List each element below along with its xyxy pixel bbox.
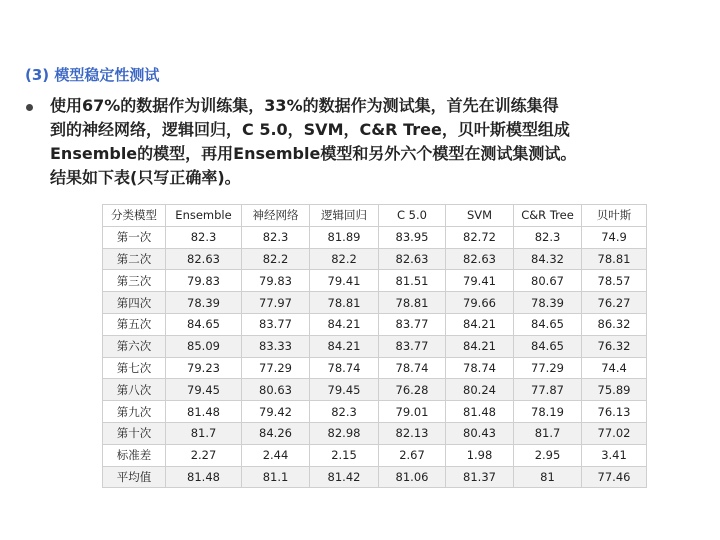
table-row — [103, 313, 647, 335]
table-cell: 82.3 — [514, 226, 582, 248]
table-cell: 76.27 — [582, 292, 647, 314]
table-cell: 80.43 — [446, 422, 514, 444]
row-label-cell: 第六次 — [103, 335, 166, 357]
table-cell: 81.42 — [310, 466, 379, 488]
table-cell: 77.29 — [242, 357, 310, 379]
table-cell: 80.24 — [446, 379, 514, 401]
table-cell: 82.63 — [446, 248, 514, 270]
table-cell: 81.06 — [379, 466, 446, 488]
table-cell: 74.9 — [582, 226, 647, 248]
table-cell: 77.97 — [242, 292, 310, 314]
row-label-cell: 第二次 — [103, 248, 166, 270]
table-cell: 77.29 — [514, 357, 582, 379]
table-cell: 81.7 — [166, 422, 242, 444]
row-label-cell: 第七次 — [103, 357, 166, 379]
table-cell: 78.39 — [166, 292, 242, 314]
table-row — [103, 270, 647, 292]
table-cell: 81 — [514, 466, 582, 488]
table-cell: 83.95 — [379, 226, 446, 248]
table-cell: 1.98 — [446, 444, 514, 466]
table-cell: 82.63 — [379, 248, 446, 270]
row-label-cell: 平均值 — [103, 466, 166, 488]
table-cell: 77.02 — [582, 422, 647, 444]
table-cell: 81.7 — [514, 422, 582, 444]
table-row — [103, 401, 647, 423]
table-cell: 82.98 — [310, 422, 379, 444]
table-cell: 86.32 — [582, 313, 647, 335]
table-cell: 79.41 — [310, 270, 379, 292]
table-cell: 82.3 — [242, 226, 310, 248]
results-table — [102, 204, 647, 488]
table-row — [103, 335, 647, 357]
table-cell: 83.77 — [242, 313, 310, 335]
table-cell: 81.51 — [379, 270, 446, 292]
table-cell: 78.57 — [582, 270, 647, 292]
row-label-cell: 第一次 — [103, 226, 166, 248]
row-label-cell: 第四次 — [103, 292, 166, 314]
table-cell: 81.48 — [166, 401, 242, 423]
table-row — [103, 444, 647, 466]
table-row — [103, 226, 647, 248]
table-cell: 82.72 — [446, 226, 514, 248]
table-cell: 77.46 — [582, 466, 647, 488]
column-header: C 5.0 — [379, 205, 446, 227]
table-cell: 84.21 — [446, 335, 514, 357]
table-cell: 79.42 — [242, 401, 310, 423]
table-row — [103, 466, 647, 488]
table-cell: 3.41 — [582, 444, 647, 466]
table-cell: 76.32 — [582, 335, 647, 357]
table-cell: 82.63 — [166, 248, 242, 270]
table-cell: 78.19 — [514, 401, 582, 423]
column-header: C&R Tree — [514, 205, 582, 227]
table-cell: 83.33 — [242, 335, 310, 357]
table-cell: 79.83 — [166, 270, 242, 292]
table-cell: 2.27 — [166, 444, 242, 466]
row-label-cell: 第五次 — [103, 313, 166, 335]
table-cell: 82.2 — [242, 248, 310, 270]
table-cell: 83.77 — [379, 313, 446, 335]
table-cell: 79.01 — [379, 401, 446, 423]
row-label-cell: 第八次 — [103, 379, 166, 401]
table-cell: 79.45 — [310, 379, 379, 401]
bullet-icon — [26, 104, 33, 111]
section-heading: (3) 模型稳定性测试 — [25, 66, 160, 84]
row-label-cell: 第三次 — [103, 270, 166, 292]
table-cell: 78.74 — [379, 357, 446, 379]
table-cell: 81.37 — [446, 466, 514, 488]
table-cell: 79.83 — [242, 270, 310, 292]
table-row — [103, 357, 647, 379]
table-cell: 81.89 — [310, 226, 379, 248]
table-cell: 84.65 — [514, 313, 582, 335]
column-header: SVM — [446, 205, 514, 227]
row-label-cell: 第九次 — [103, 401, 166, 423]
table-header-row — [103, 205, 647, 227]
table-cell: 84.21 — [310, 313, 379, 335]
table-cell: 2.44 — [242, 444, 310, 466]
bullet-line: 使用67%的数据作为训练集，33%的数据作为测试集，首先在训练集得 — [50, 96, 559, 115]
table-cell: 80.67 — [514, 270, 582, 292]
table-cell: 79.23 — [166, 357, 242, 379]
table-cell: 78.39 — [514, 292, 582, 314]
table-cell: 80.63 — [242, 379, 310, 401]
table-row — [103, 248, 647, 270]
table-cell: 83.77 — [379, 335, 446, 357]
bullet-line: Ensemble的模型，再用Ensemble模型和另外六个模型在测试集测试。 — [50, 144, 577, 163]
table-cell: 84.21 — [446, 313, 514, 335]
table-cell: 76.28 — [379, 379, 446, 401]
table-cell: 78.81 — [310, 292, 379, 314]
bullet-paragraph — [50, 94, 700, 190]
table-cell: 84.65 — [514, 335, 582, 357]
column-header: 逻辑回归 — [310, 205, 379, 227]
table-cell: 82.2 — [310, 248, 379, 270]
column-header: 神经网络 — [242, 205, 310, 227]
table-cell: 81.48 — [166, 466, 242, 488]
table-cell: 82.13 — [379, 422, 446, 444]
table-row — [103, 422, 647, 444]
table-cell: 84.26 — [242, 422, 310, 444]
table-cell: 74.4 — [582, 357, 647, 379]
table-cell: 79.45 — [166, 379, 242, 401]
column-header: 分类模型 — [103, 205, 166, 227]
table-row — [103, 292, 647, 314]
table-cell: 84.32 — [514, 248, 582, 270]
table-cell: 78.74 — [310, 357, 379, 379]
table-cell: 76.13 — [582, 401, 647, 423]
table-cell: 84.65 — [166, 313, 242, 335]
table-cell: 2.15 — [310, 444, 379, 466]
table-cell: 82.3 — [310, 401, 379, 423]
bullet-line: 结果如下表(只写正确率)。 — [50, 168, 241, 187]
table-cell: 78.74 — [446, 357, 514, 379]
table-cell: 78.81 — [582, 248, 647, 270]
table-row — [103, 379, 647, 401]
column-header: Ensemble — [166, 205, 242, 227]
bullet-line: 到的神经网络，逻辑回归，C 5.0，SVM，C&R Tree，贝叶斯模型组成 — [50, 120, 570, 139]
table-cell: 82.3 — [166, 226, 242, 248]
table-cell: 79.66 — [446, 292, 514, 314]
column-header: 贝叶斯 — [582, 205, 647, 227]
row-label-cell: 第十次 — [103, 422, 166, 444]
row-label-cell: 标准差 — [103, 444, 166, 466]
table-cell: 77.87 — [514, 379, 582, 401]
table-cell: 79.41 — [446, 270, 514, 292]
table-cell: 81.1 — [242, 466, 310, 488]
table-cell: 78.81 — [379, 292, 446, 314]
table-cell: 85.09 — [166, 335, 242, 357]
table-cell: 84.21 — [310, 335, 379, 357]
table-cell: 75.89 — [582, 379, 647, 401]
table-cell: 81.48 — [446, 401, 514, 423]
table-cell: 2.95 — [514, 444, 582, 466]
table-cell: 2.67 — [379, 444, 446, 466]
